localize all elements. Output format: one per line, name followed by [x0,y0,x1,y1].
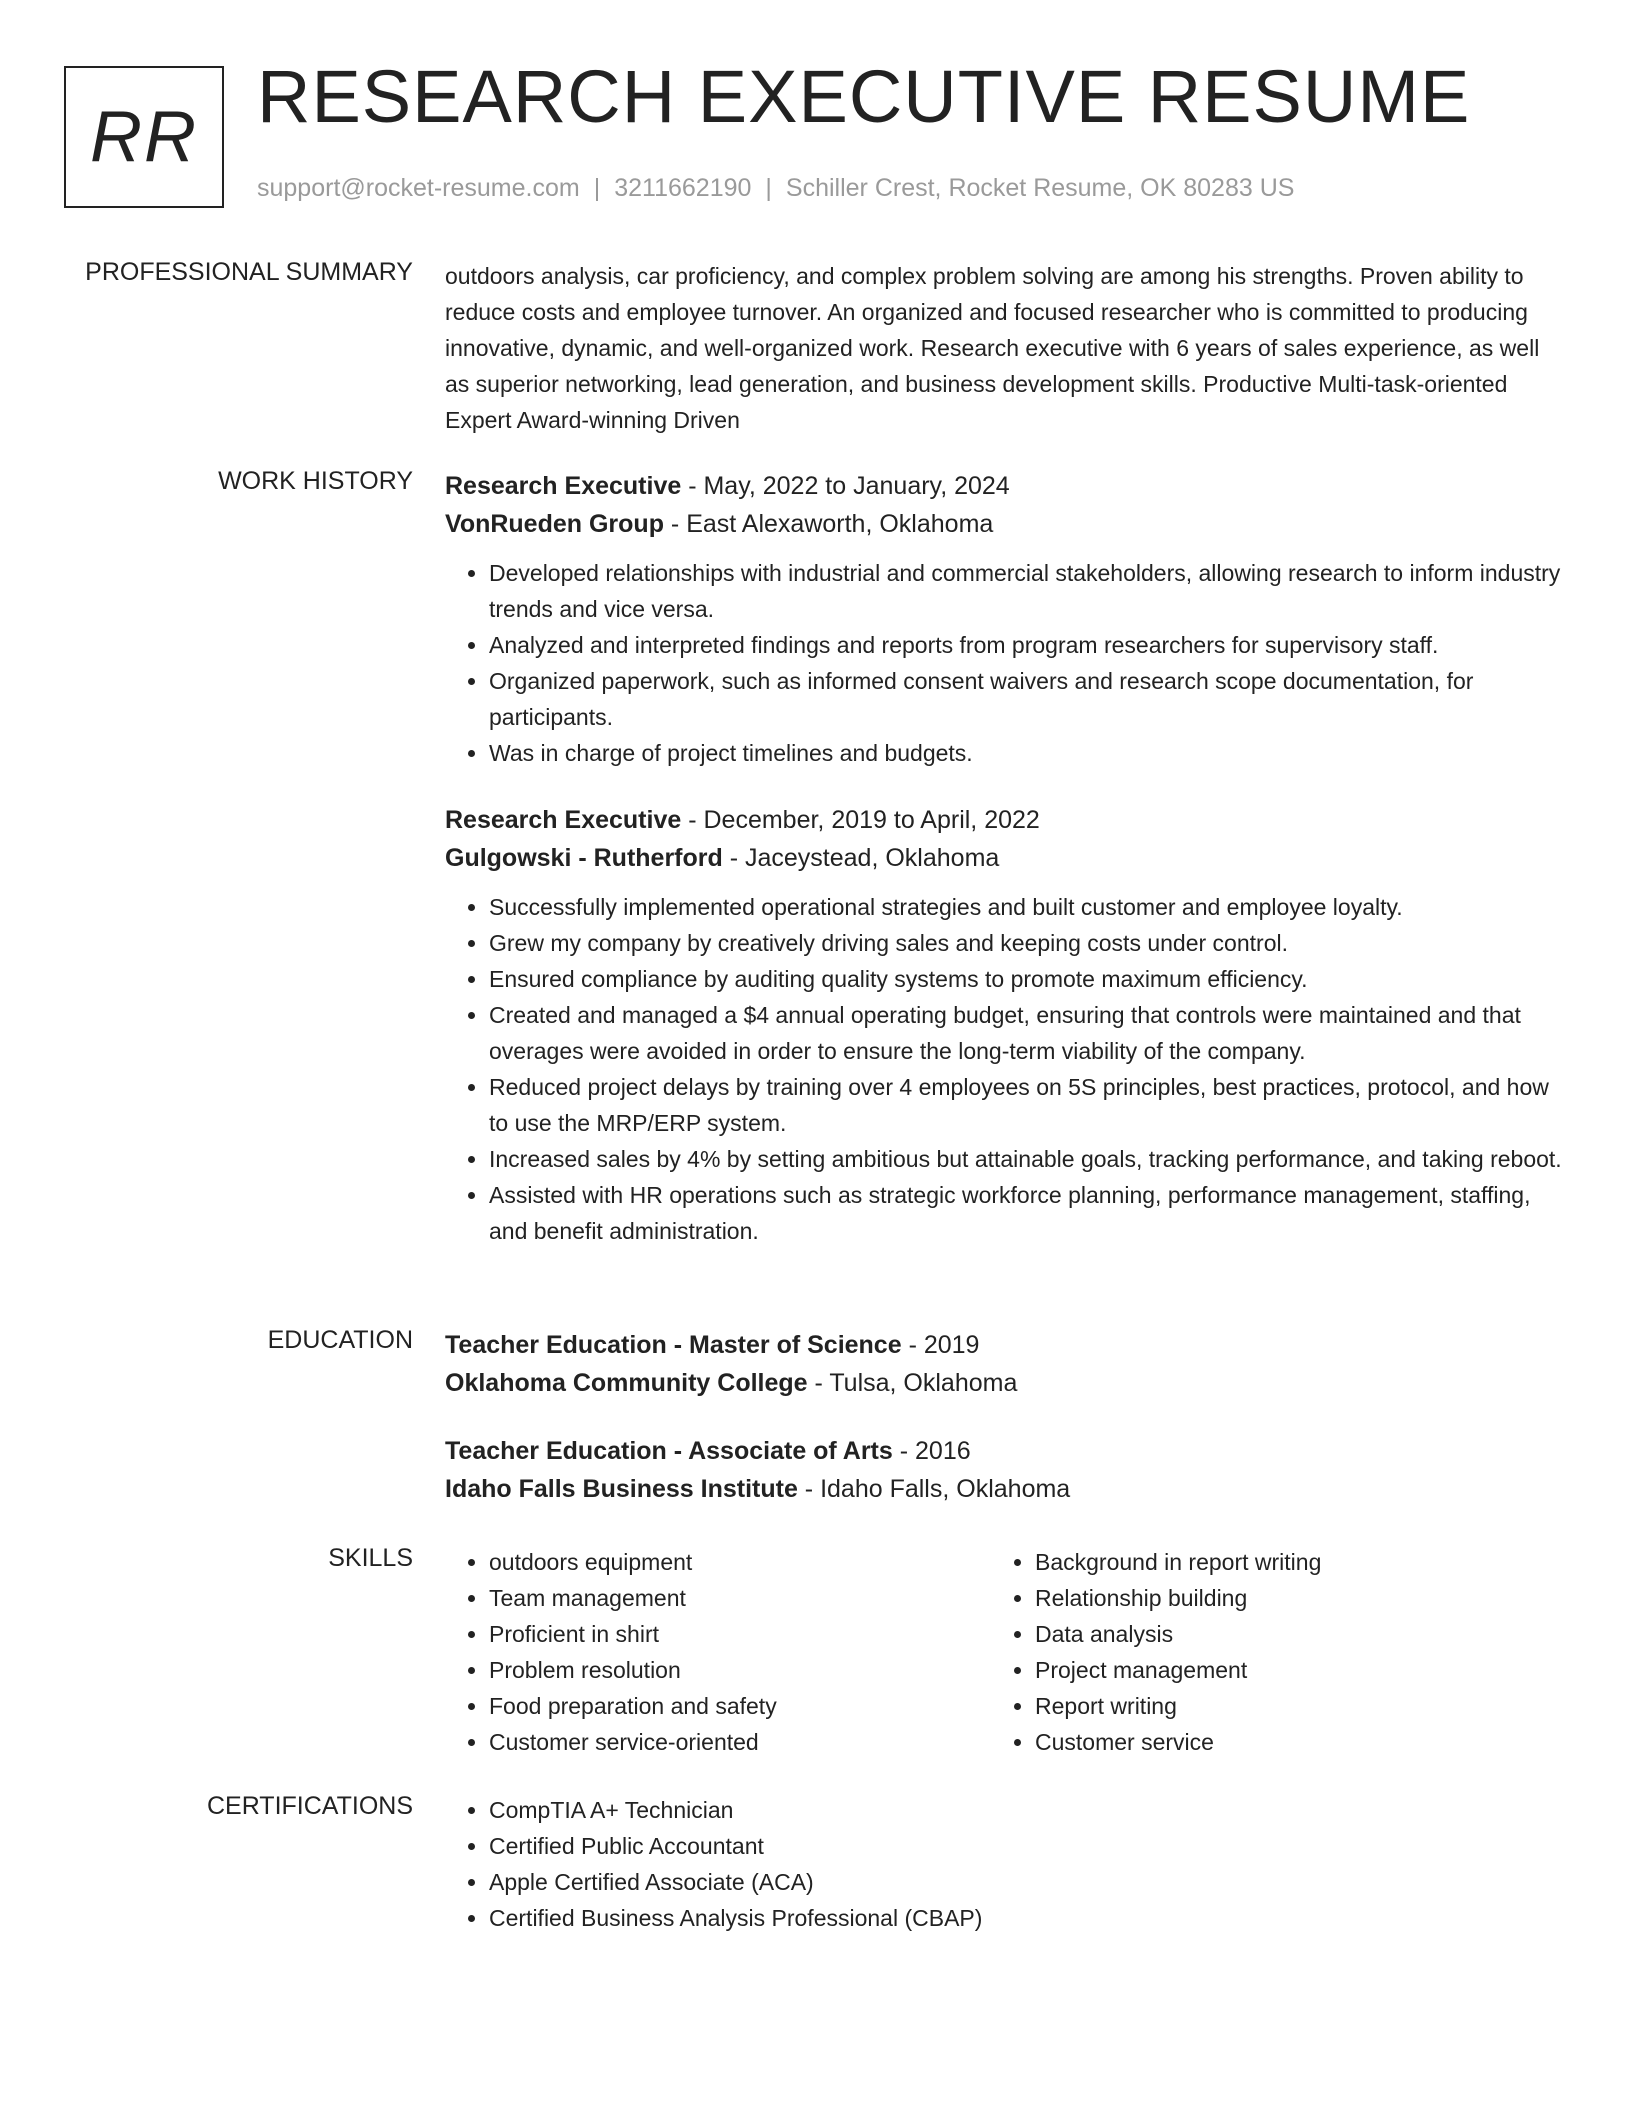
skill-item: • Customer service [1035,1724,1537,1760]
skill-item: • outdoors equipment [489,1544,991,1580]
skills-grid [445,1544,1563,1760]
degree-line [445,1326,1563,1364]
section-label-work-history: WORK HISTORY [218,467,413,495]
job-dates: - December, 2019 to April, 2022 [681,806,1040,834]
skill-item: • Customer service-oriented [489,1724,991,1760]
contact-line [257,174,1294,203]
certification-item: • Certified Public Accountant [489,1828,1563,1864]
contact-separator: | [593,174,601,202]
education-entry [445,1326,1563,1402]
skill-item: • Problem resolution [489,1652,991,1688]
job-location: - Jaceystead, Oklahoma [722,844,1000,872]
degree-name: Teacher Education - Master of Science [445,1331,902,1359]
skills-column-right [991,1544,1537,1760]
job-bullet: • Grew my company by creatively driving sales and keeping costs under control. [489,925,1563,961]
education-entry [445,1432,1563,1508]
work-history-body [445,467,1563,1279]
skills-column-left [445,1544,991,1760]
job-bullet: • Created and managed a $4 annual operating budget, ensuring that controls were maintained and that overages were avoided in order to ensure the long-term viability of the company. [489,997,1563,1069]
job-bullet: • Developed relationships with industrial and commercial stakeholders, allowing research to inform industry trends and vice versa. [489,555,1563,627]
school-location: - Tulsa, Oklahoma [807,1369,1018,1397]
certification-item: • Apple Certified Associate (ACA) [489,1864,1563,1900]
school-line [445,1470,1563,1508]
certifications-list [445,1792,1563,1936]
job-dates: - May, 2022 to January, 2024 [681,472,1010,500]
monogram-logo: RR [64,66,224,208]
summary-body [445,258,1563,438]
skill-item: • Team management [489,1580,991,1616]
school-name: Idaho Falls Business Institute [445,1475,798,1503]
job-bullet: • Assisted with HR operations such as strategic workforce planning, performance management, staffing, and benefit administration. [489,1177,1563,1249]
job-entry [445,801,1563,1249]
job-bullet: • Ensured compliance by auditing quality systems to promote maximum efficiency. [489,961,1563,997]
degree-year: - 2019 [901,1331,980,1359]
degree-year: - 2016 [892,1437,971,1465]
job-bullet: • Reduced project delays by training over 4 employees on 5S principles, best practices, protocol, and how to use the MRP/ERP system. [489,1069,1563,1141]
certifications-body [445,1792,1563,1936]
section-label-education: EDUCATION [267,1326,413,1354]
section-label-certifications: CERTIFICATIONS [206,1792,413,1820]
job-title-line [445,467,1563,505]
job-bullet: • Successfully implemented operational strategies and built customer and employee loyalty. [489,889,1563,925]
job-location: - East Alexaworth, Oklahoma [663,510,994,538]
job-bullet: • Organized paperwork, such as informed consent waivers and research scope documentation, for participants. [489,663,1563,735]
degree-name: Teacher Education - Associate of Arts [445,1437,893,1465]
degree-line [445,1432,1563,1470]
skill-item: • Data analysis [1035,1616,1537,1652]
school-name: Oklahoma Community College [445,1369,808,1397]
skill-item: • Report writing [1035,1688,1537,1724]
skill-item: • Proficient in shirt [489,1616,991,1652]
job-company-line [445,505,1563,543]
contact-separator: | [765,174,772,202]
education-body [445,1326,1563,1538]
job-entry [445,467,1563,771]
job-bullets [445,555,1563,771]
job-company: VonRueden Group [445,510,664,538]
school-line [445,1364,1563,1402]
summary-text: outdoors analysis, car proficiency, and complex problem solving are among his strengths. Proven ability to reduce costs and employee turnover. An organized and focused researcher who is committed to producing innovative, dynamic, and well-organized work. Research executive with 6 years of sales experience, as well as superior networking, lead generation, and business development skills. Productive Multi-task-oriented Expert Award-winning Driven [445,263,1540,433]
job-bullets [445,889,1563,1249]
contact-address: Schiller Crest, Rocket Resume, OK 80283 US [785,174,1295,202]
skill-item: • Food preparation and safety [489,1688,991,1724]
contact-email: support@rocket-resume.com [257,174,580,202]
job-title: Research Executive [445,806,682,834]
skill-item: • Project management [1035,1652,1537,1688]
job-bullet: • Increased sales by 4% by setting ambitious but attainable goals, tracking performance, and taking reboot. [489,1141,1563,1177]
skill-item: • Relationship building [1035,1580,1537,1616]
job-company: Gulgowski - Rutherford [445,844,723,872]
job-title-line [445,801,1563,839]
job-company-line [445,839,1563,877]
skills-body [445,1544,1563,1760]
resume-title: RESEARCH EXECUTIVE RESUME [257,55,1471,138]
section-label-skills: SKILLS [328,1544,413,1572]
job-title: Research Executive [445,472,682,500]
skill-item: • Background in report writing [1035,1544,1537,1580]
job-bullet: • Analyzed and interpreted findings and reports from program researchers for supervisory staff. [489,627,1563,663]
section-label-summary: PROFESSIONAL SUMMARY [85,258,413,286]
certification-item: • Certified Business Analysis Professional (CBAP) [489,1900,1563,1936]
certification-item: • CompTIA A+ Technician [489,1792,1563,1828]
school-location: - Idaho Falls, Oklahoma [797,1475,1071,1503]
contact-phone: 3211662190 [614,174,752,202]
job-bullet: • Was in charge of project timelines and budgets. [489,735,1563,771]
